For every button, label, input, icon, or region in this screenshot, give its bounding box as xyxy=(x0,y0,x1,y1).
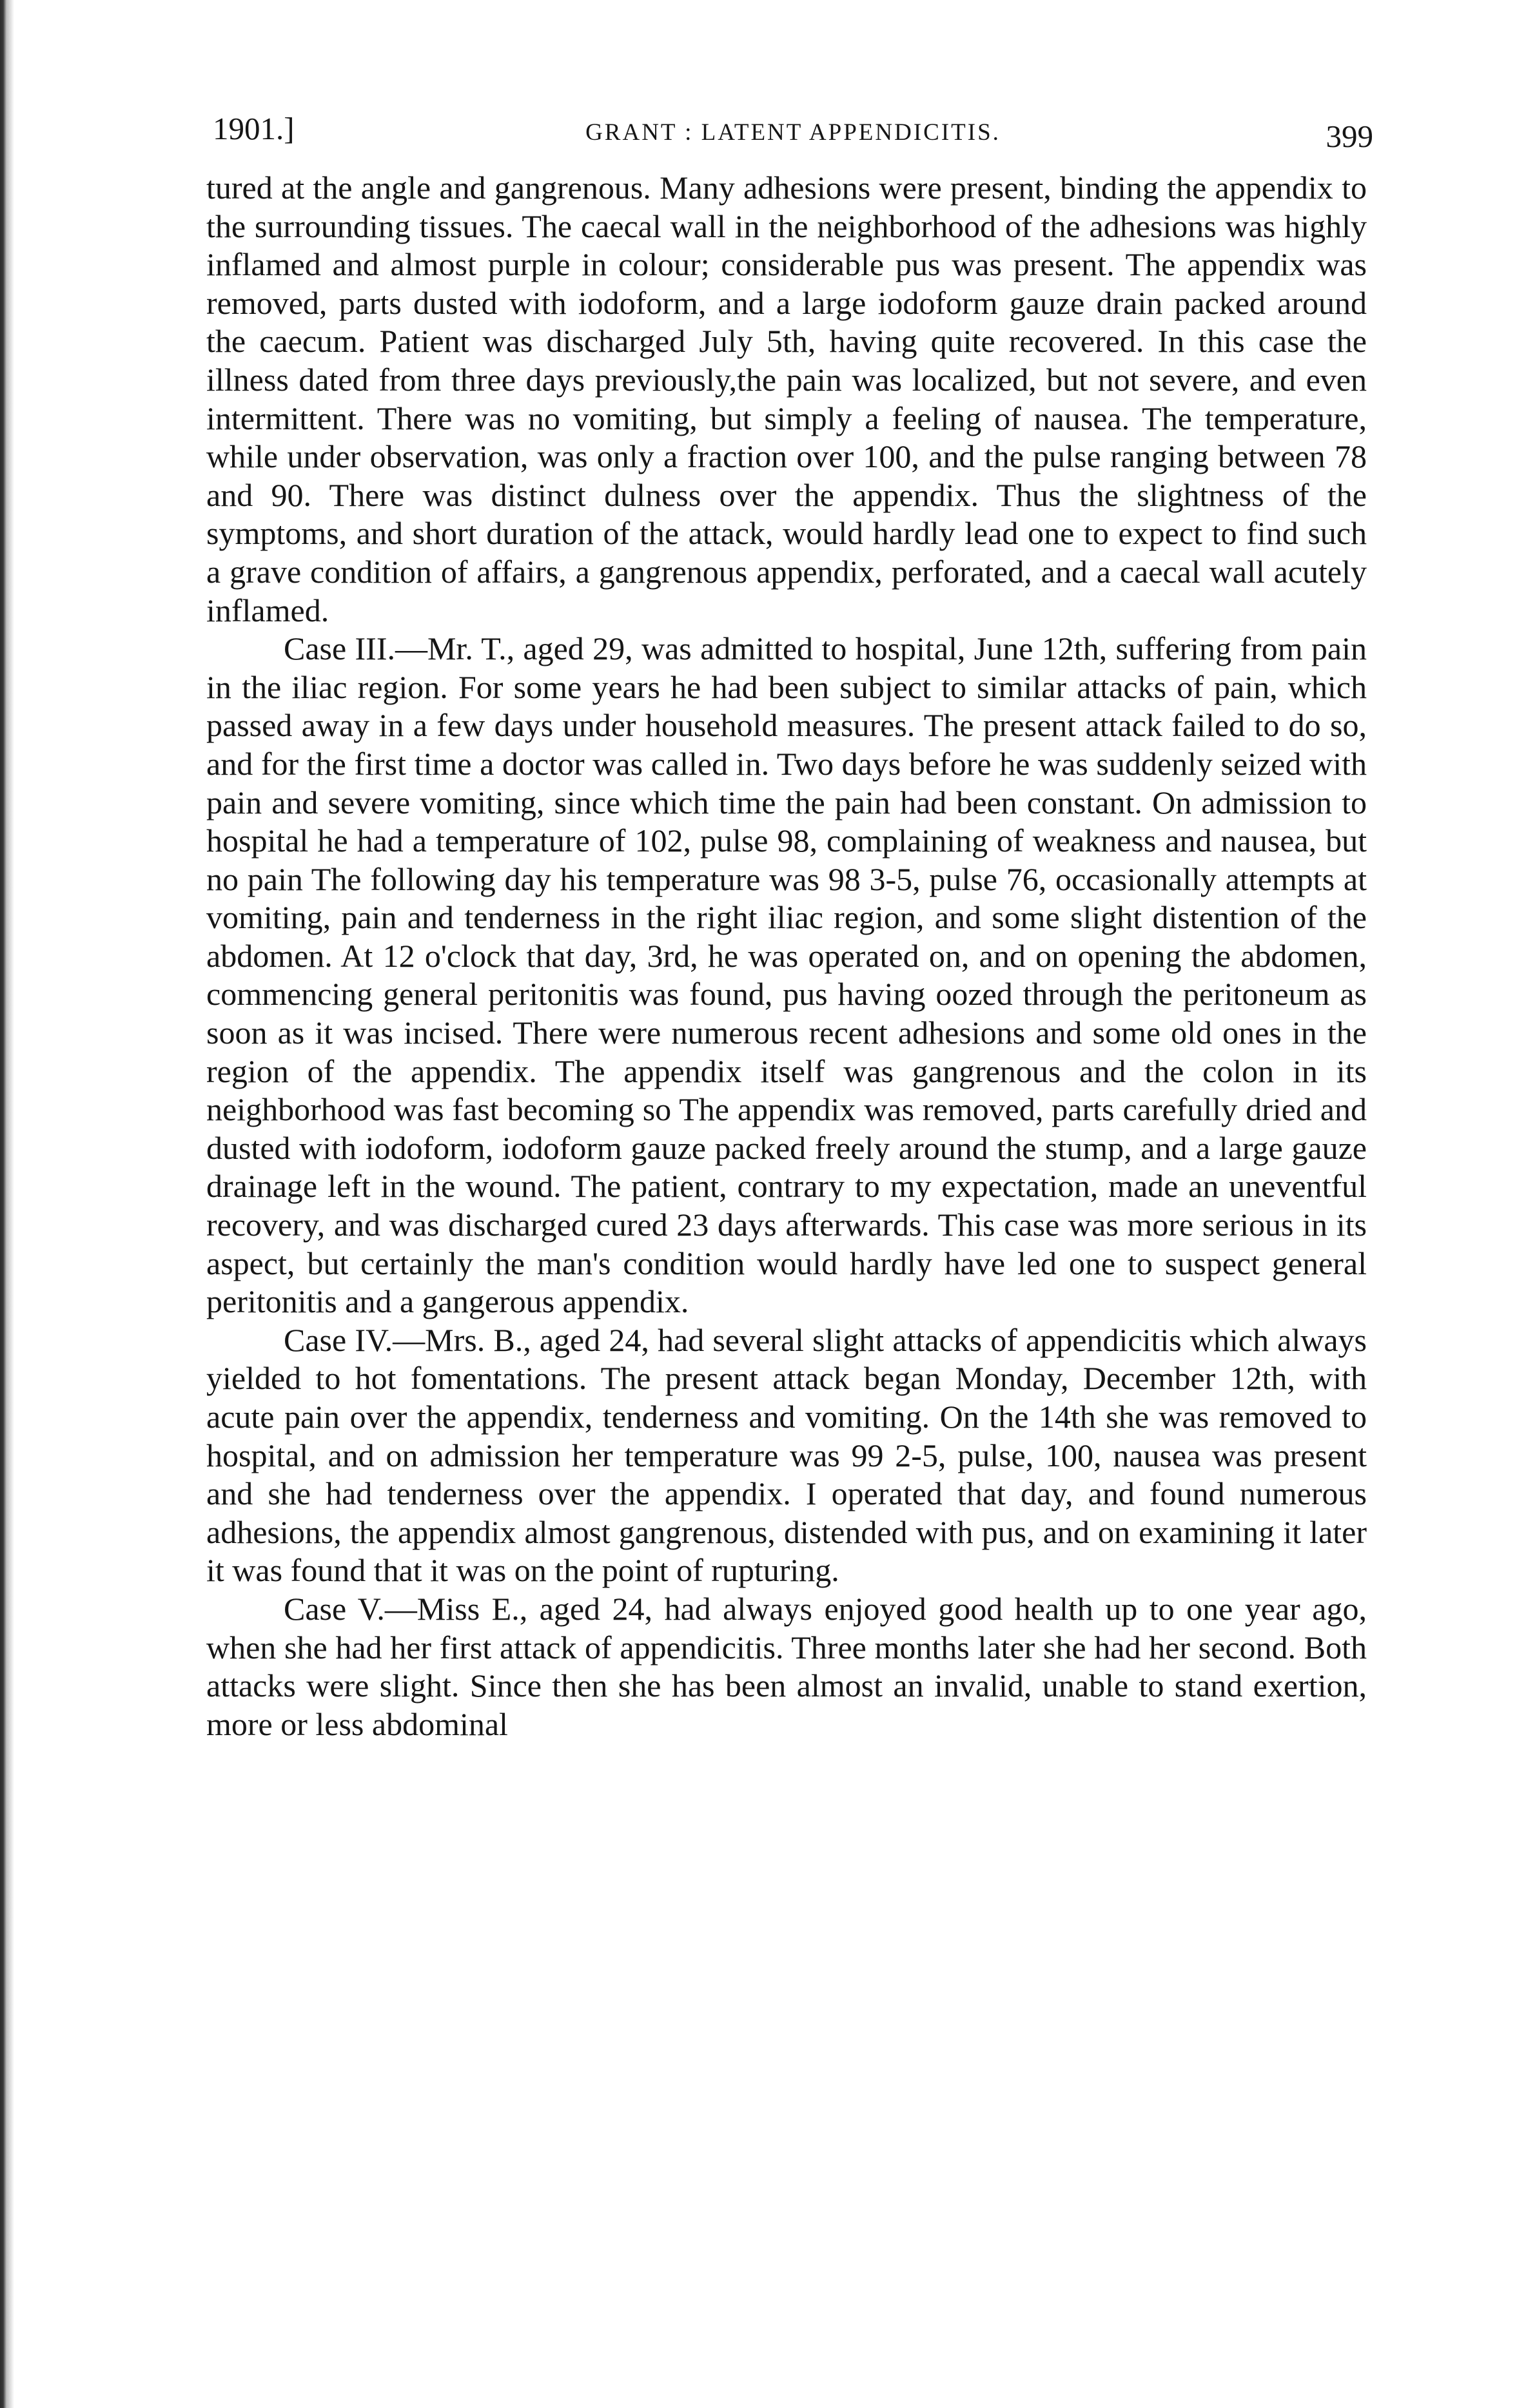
paragraph-case-iv: Case IV.—Mrs. B., aged 24, had several slight attacks of appendicitis which always yielded to hot fomentations. The present attack began Monday, December 12th, with acute pain over the appendix, tenderness and vomiting. On the 14th she was removed to hospital, and on admission her temperature was 99 2-5, pulse, 100, nausea was present and she had tenderness over the appendix. I operated that day, and found numerous adhesions, the appendix almost gangrenous, distended with pus, and on examining it later it was found that it was on the point of rupturing. xyxy=(206,1321,1367,1589)
paragraph-case-ii-continued: tured at the angle and gangrenous. Many adhesions were present, binding the appendix to the surrounding tissues. The caecal wall in the neighborhood of the adhesions was highly inflamed and almost purple in colour; considerable pus was present. The appendix was removed, parts dusted with iodoform, and a large iodoform gauze drain packed around the caecum. Patient was discharged July 5th, having quite recovered. In this case the illness dated from three days previously,the pain was localized, but not severe, and even intermittent. There was no vomiting, but simply a feeling of nausea. The temperature, while under observation, was only a fraction over 100, and the pulse ranging between 78 and 90. There was distinct dulness over the appendix. Thus the slightness of the symptoms, and short duration of the attack, would hardly lead one to expect to find such a grave condition of affairs, a gangrenous appendix, perforated, and a caecal wall acutely inflamed. xyxy=(206,170,1367,628)
page-binding-shadow xyxy=(0,0,14,2408)
paragraph-case-iii: Case III.—Mr. T., aged 29, was admitted to hospital, June 12th, suffering from pain in the iliac region. For some years he had been subject to similar attacks of pain, which passed away in a few days under household measures. The present attack failed to do so, and for the first time a doctor was called in. Two days before he was suddenly seized with pain and severe vomiting, since which time the pain had been constant. On admission to hospital he had a temperature of 102, pulse 98, complaining of weakness and nausea, but no pain The following day his temperature was 98 3-5, pulse 76, occasionally attempts at vomiting, pain and tenderness in the right iliac region, and some slight distention of the abdomen. At 12 o'clock that day, 3rd, he was operated on, and on opening the abdomen, commencing general peritonitis was found, pus having oozed through the peritoneum as soon as it was incised. There were numerous recent adhesions and some old ones in the region of the appendix. The appendix itself was gangrenous and the colon in its neighborhood was fast becoming so The appendix was removed, parts carefully dried and dusted with iodoform, iodoform gauze packed freely around the stump, and a large gauze drainage left in the wound. The patient, contrary to my expectation, made an uneventful recovery, and was discharged cured 23 days afterwards. This case was more serious in its aspect, but certainly the man's condition would hardly have led one to suspect general peritonitis and a gangerous appendix. xyxy=(206,630,1367,1320)
page-number: 399 xyxy=(1326,119,1373,154)
paragraph-case-v: Case V.—Miss E., aged 24, had always enjoyed good health up to one year ago, when she had her first attack of appendicitis. Three months later she had her second. Both attacks were slight. Since then she has been almost an invalid, unable to stand exertion, more or less abdominal xyxy=(206,1590,1367,1742)
running-header-year: 1901.] xyxy=(213,111,295,146)
article-body xyxy=(206,169,1367,1743)
running-header-title: GRANT : LATENT APPENDICITIS. xyxy=(585,119,1001,146)
running-header xyxy=(213,103,1373,161)
